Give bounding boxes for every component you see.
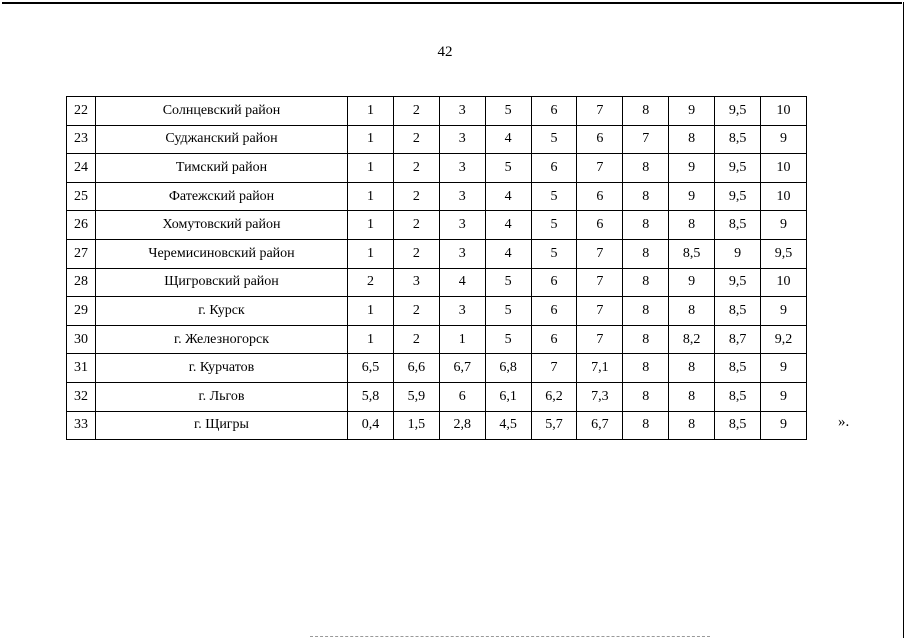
value-cell: 8: [623, 325, 669, 354]
value-cell: 3: [439, 97, 485, 126]
value-cell: 6: [577, 211, 623, 240]
page-number: 42: [437, 44, 453, 60]
value-cell: 2: [393, 154, 439, 183]
value-cell: 5: [485, 154, 531, 183]
district-name-cell: г. Железногорск: [96, 325, 348, 354]
value-cell: 8,5: [715, 125, 761, 154]
value-cell: 7,3: [577, 382, 623, 411]
value-cell: 8: [623, 239, 669, 268]
value-cell: 3: [439, 182, 485, 211]
value-cell: 10: [761, 97, 807, 126]
value-cell: 9,5: [761, 239, 807, 268]
value-cell: 4: [485, 182, 531, 211]
value-cell: 5,8: [348, 382, 394, 411]
value-cell: 8: [623, 411, 669, 440]
value-cell: 6,2: [531, 382, 577, 411]
table-row: [67, 325, 807, 354]
value-cell: 9,5: [715, 182, 761, 211]
value-cell: 6,7: [577, 411, 623, 440]
value-cell: 7: [577, 97, 623, 126]
value-cell: 8: [623, 268, 669, 297]
row-number-cell: 33: [67, 411, 96, 440]
value-cell: 5: [531, 182, 577, 211]
table-row: [67, 211, 807, 240]
row-number-cell: 29: [67, 297, 96, 326]
value-cell: 2: [393, 182, 439, 211]
value-cell: 7: [531, 354, 577, 383]
row-number-cell: 27: [67, 239, 96, 268]
scan-edge-line: [310, 636, 710, 637]
table-row: [67, 411, 807, 440]
value-cell: 6,6: [393, 354, 439, 383]
value-cell: 9,5: [715, 97, 761, 126]
value-cell: 8: [623, 154, 669, 183]
value-cell: 6: [531, 268, 577, 297]
value-cell: 5: [485, 97, 531, 126]
value-cell: 1: [348, 97, 394, 126]
value-cell: 7,1: [577, 354, 623, 383]
value-cell: 4: [485, 239, 531, 268]
value-cell: 9: [761, 354, 807, 383]
value-cell: 10: [761, 268, 807, 297]
value-cell: 6: [439, 382, 485, 411]
table-row: [67, 125, 807, 154]
value-cell: 5: [531, 239, 577, 268]
row-number-cell: 32: [67, 382, 96, 411]
value-cell: 9: [761, 297, 807, 326]
district-name-cell: Солнцевский район: [96, 97, 348, 126]
district-name-cell: Суджанский район: [96, 125, 348, 154]
value-cell: 6: [531, 325, 577, 354]
value-cell: 2: [393, 297, 439, 326]
table-row: [67, 354, 807, 383]
value-cell: 5,9: [393, 382, 439, 411]
value-cell: 6: [531, 97, 577, 126]
value-cell: 9: [669, 182, 715, 211]
value-cell: 7: [577, 268, 623, 297]
value-cell: 8,5: [669, 239, 715, 268]
value-cell: 7: [577, 154, 623, 183]
value-cell: 6,5: [348, 354, 394, 383]
table-row: [67, 239, 807, 268]
value-cell: 1,5: [393, 411, 439, 440]
value-cell: 2: [393, 239, 439, 268]
value-cell: 6,1: [485, 382, 531, 411]
value-cell: 8,7: [715, 325, 761, 354]
row-number-cell: 25: [67, 182, 96, 211]
value-cell: 2: [348, 268, 394, 297]
value-cell: 8: [669, 125, 715, 154]
value-cell: 8,5: [715, 382, 761, 411]
value-cell: 8,5: [715, 211, 761, 240]
table-body: [67, 97, 807, 440]
value-cell: 8: [623, 382, 669, 411]
value-cell: 2: [393, 325, 439, 354]
value-cell: 5,7: [531, 411, 577, 440]
district-name-cell: Хомутовский район: [96, 211, 348, 240]
value-cell: 2: [393, 211, 439, 240]
value-cell: 9: [715, 239, 761, 268]
value-cell: 6: [577, 182, 623, 211]
value-cell: 3: [439, 154, 485, 183]
value-cell: 9: [669, 97, 715, 126]
value-cell: 8: [669, 211, 715, 240]
value-cell: 4: [485, 125, 531, 154]
value-cell: 4: [439, 268, 485, 297]
row-number-cell: 24: [67, 154, 96, 183]
value-cell: 8: [623, 297, 669, 326]
value-cell: 8: [669, 411, 715, 440]
value-cell: 8: [623, 354, 669, 383]
value-cell: 9: [669, 154, 715, 183]
row-number-cell: 23: [67, 125, 96, 154]
value-cell: 5: [485, 297, 531, 326]
value-cell: 9: [761, 382, 807, 411]
row-number-cell: 30: [67, 325, 96, 354]
district-name-cell: Черемисиновский район: [96, 239, 348, 268]
district-name-cell: г. Щигры: [96, 411, 348, 440]
value-cell: 9: [761, 211, 807, 240]
value-cell: 1: [348, 325, 394, 354]
value-cell: 5: [485, 268, 531, 297]
value-cell: 1: [348, 239, 394, 268]
district-name-cell: г. Курчатов: [96, 354, 348, 383]
page-border-right: [903, 2, 904, 638]
value-cell: 3: [439, 239, 485, 268]
district-name-cell: Щигровский район: [96, 268, 348, 297]
value-cell: 6,7: [439, 354, 485, 383]
value-cell: 5: [531, 211, 577, 240]
row-number-cell: 31: [67, 354, 96, 383]
closing-quote: ».: [838, 414, 850, 430]
value-cell: 8,5: [715, 411, 761, 440]
value-cell: 8: [623, 97, 669, 126]
value-cell: 2: [393, 97, 439, 126]
value-cell: 9,5: [715, 268, 761, 297]
table-row: [67, 182, 807, 211]
value-cell: 5: [485, 325, 531, 354]
value-cell: 6: [577, 125, 623, 154]
value-cell: 7: [577, 297, 623, 326]
value-cell: 9,5: [715, 154, 761, 183]
data-table: [66, 96, 807, 440]
value-cell: 6: [531, 154, 577, 183]
row-number-cell: 28: [67, 268, 96, 297]
value-cell: 2,8: [439, 411, 485, 440]
value-cell: 3: [393, 268, 439, 297]
value-cell: 1: [348, 125, 394, 154]
value-cell: 3: [439, 125, 485, 154]
value-cell: 9: [761, 125, 807, 154]
value-cell: 1: [348, 154, 394, 183]
value-cell: 8: [669, 297, 715, 326]
value-cell: 8,5: [715, 354, 761, 383]
value-cell: 8,5: [715, 297, 761, 326]
value-cell: 9: [669, 268, 715, 297]
table-row: [67, 382, 807, 411]
value-cell: 8: [669, 382, 715, 411]
table-row: [67, 268, 807, 297]
value-cell: 7: [623, 125, 669, 154]
value-cell: 8: [669, 354, 715, 383]
value-cell: 10: [761, 154, 807, 183]
value-cell: 1: [439, 325, 485, 354]
value-cell: 7: [577, 239, 623, 268]
value-cell: 4,5: [485, 411, 531, 440]
value-cell: 1: [348, 297, 394, 326]
value-cell: 3: [439, 211, 485, 240]
table-row: [67, 97, 807, 126]
value-cell: 2: [393, 125, 439, 154]
value-cell: 8: [623, 182, 669, 211]
row-number-cell: 26: [67, 211, 96, 240]
value-cell: 3: [439, 297, 485, 326]
value-cell: 5: [531, 125, 577, 154]
value-cell: 0,4: [348, 411, 394, 440]
value-cell: 10: [761, 182, 807, 211]
district-name-cell: Тимский район: [96, 154, 348, 183]
value-cell: 1: [348, 211, 394, 240]
value-cell: 1: [348, 182, 394, 211]
row-number-cell: 22: [67, 97, 96, 126]
value-cell: 6: [531, 297, 577, 326]
page-border-top: [2, 2, 902, 4]
value-cell: 6,8: [485, 354, 531, 383]
value-cell: 4: [485, 211, 531, 240]
value-cell: 9,2: [761, 325, 807, 354]
value-cell: 8: [623, 211, 669, 240]
value-cell: 7: [577, 325, 623, 354]
district-name-cell: г. Льгов: [96, 382, 348, 411]
value-cell: 9: [761, 411, 807, 440]
table-row: [67, 154, 807, 183]
district-name-cell: Фатежский район: [96, 182, 348, 211]
value-cell: 8,2: [669, 325, 715, 354]
table-row: [67, 297, 807, 326]
district-name-cell: г. Курск: [96, 297, 348, 326]
